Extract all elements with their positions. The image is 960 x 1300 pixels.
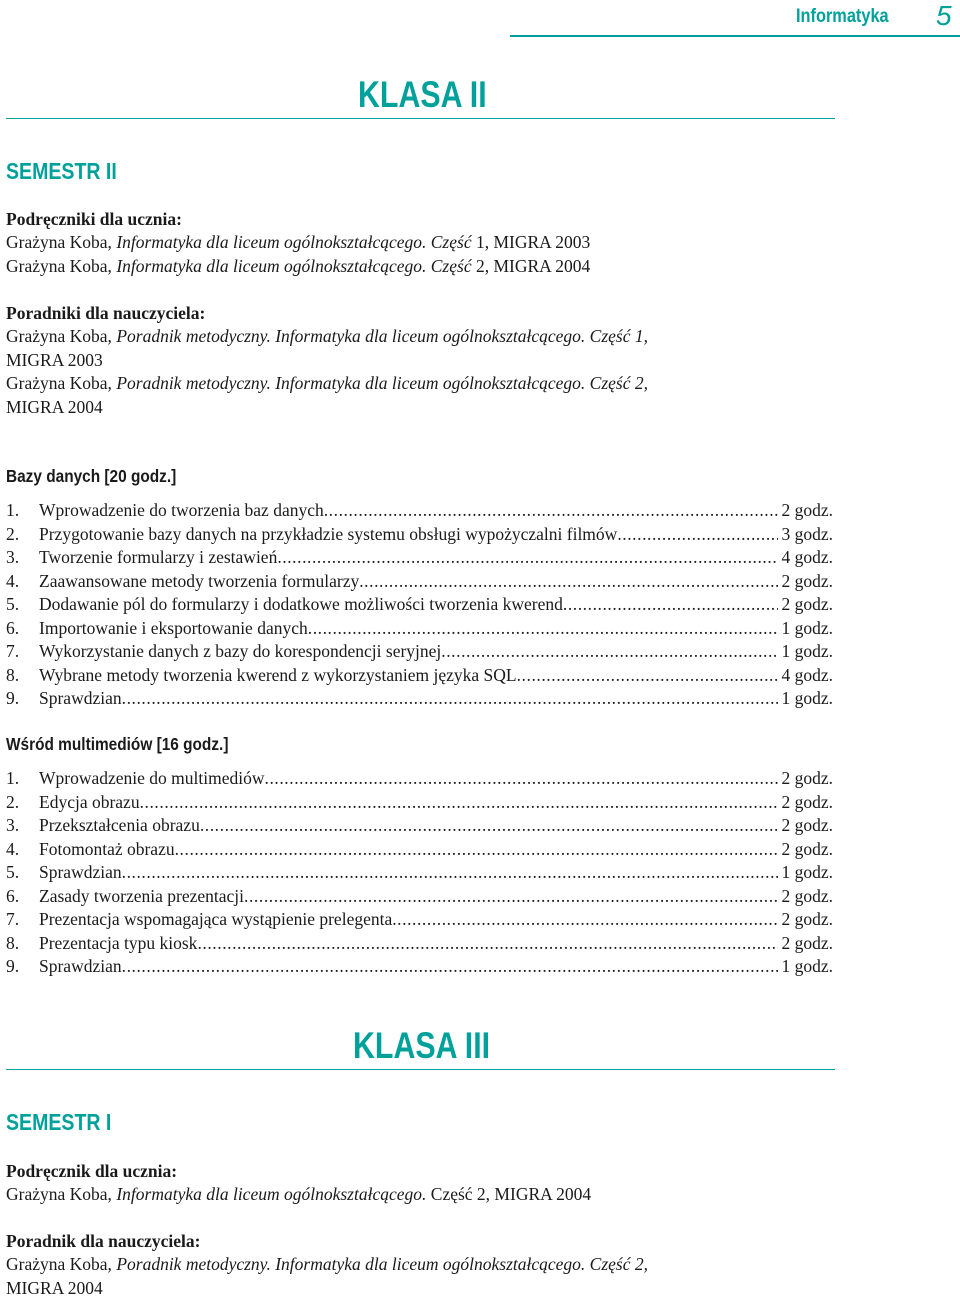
- toc-number: 7.: [6, 641, 20, 661]
- toc-text: Wprowadzenie do tworzenia baz danych: [39, 500, 324, 520]
- toc-number: 2.: [6, 523, 20, 544]
- class-heading-rule: [6, 1069, 835, 1070]
- toc-item: [6, 768, 833, 792]
- toc-number: 1.: [6, 500, 20, 520]
- toc-hours: 2 godz.: [781, 909, 833, 929]
- toc-list-databases: [6, 500, 833, 712]
- toc-leader: [441, 641, 778, 662]
- toc-text: Tworzenie formularzy i zestawień: [39, 547, 278, 567]
- book-author: Grażyna Koba,: [6, 326, 112, 347]
- section-heading-multimedia: Wśród multimediów [16 godz.]: [6, 734, 229, 754]
- toc-hours: 2 godz.: [781, 768, 833, 788]
- toc-hours: 1 godz.: [781, 641, 833, 661]
- toc-hours: 2 godz.: [781, 838, 833, 859]
- toc-number: 2.: [6, 791, 20, 812]
- toc-text: Sprawdzian: [39, 956, 122, 976]
- book-title: Informatyka dla liceum ogólnokształcącego. Część: [116, 232, 472, 253]
- student-book-label: Podręcznik dla ucznia:: [6, 1161, 178, 1181]
- student-books-label: Podręczniki dla ucznia:: [6, 209, 182, 229]
- toc-item: [6, 571, 833, 595]
- toc-number: 6.: [6, 617, 20, 638]
- toc-text: Dodawanie pól do formularzy i dodatkowe możliwości tworzenia kwerend: [39, 594, 563, 614]
- toc-leader: [563, 594, 779, 615]
- toc-leader: [359, 571, 778, 592]
- toc-hours: 2 godz.: [781, 815, 833, 835]
- toc-hours: 3 godz.: [781, 523, 833, 544]
- book-title: Poradnik metodyczny. Informatyka dla liceum ogólnokształcącego. Część: [116, 373, 631, 394]
- toc-item: [6, 500, 833, 524]
- toc-item: [6, 839, 833, 863]
- toc-leader: [197, 933, 778, 954]
- book-part: 2,: [634, 373, 649, 394]
- toc-item: [6, 688, 833, 712]
- toc-number: 8.: [6, 932, 20, 953]
- toc-item: [6, 665, 833, 689]
- student-book-block: [6, 1160, 746, 1207]
- book-title: Informatyka dla liceum ogólnokształcącego.: [116, 1184, 427, 1205]
- toc-number: 9.: [6, 956, 20, 976]
- toc-number: 5.: [6, 862, 20, 882]
- book-author: Grażyna Koba,: [6, 1254, 112, 1275]
- book-author: Grażyna Koba,: [6, 1184, 112, 1205]
- book-part: Część 2, MIGRA 2004: [430, 1184, 592, 1205]
- toc-item: [6, 524, 833, 548]
- toc-text: Prezentacja typu kiosk: [39, 932, 198, 953]
- teacher-books-block: [6, 302, 746, 419]
- toc-number: 7.: [6, 909, 20, 929]
- toc-hours: 2 godz.: [781, 570, 833, 591]
- page-number: 5: [936, 0, 952, 31]
- book-entry: [6, 372, 746, 395]
- book-part: 2, MIGRA 2004: [475, 255, 591, 276]
- toc-text: Przygotowanie bazy danych na przykładzie systemu obsługi wypożyczalni filmów: [39, 523, 618, 544]
- toc-number: 3.: [6, 815, 20, 835]
- toc-item: [6, 886, 833, 910]
- teacher-book-block: [6, 1230, 746, 1300]
- toc-item: [6, 956, 833, 980]
- toc-hours: 2 godz.: [781, 594, 833, 614]
- toc-text: Fotomontaż obrazu: [39, 838, 175, 859]
- teacher-books-label: Poradniki dla nauczyciela:: [6, 303, 206, 323]
- toc-item: [6, 792, 833, 816]
- book-publisher: MIGRA 2003: [6, 349, 103, 370]
- toc-text: Przekształcenia obrazu: [39, 815, 200, 835]
- toc-number: 1.: [6, 768, 20, 788]
- header-rule: [510, 35, 960, 37]
- toc-item: [6, 933, 833, 957]
- toc-text: Edycja obrazu: [39, 791, 140, 812]
- toc-leader: [122, 862, 779, 883]
- toc-text: Sprawdzian: [39, 862, 122, 882]
- book-author: Grażyna Koba,: [6, 232, 112, 253]
- toc-hours: 2 godz.: [781, 791, 833, 812]
- toc-text: Zasady tworzenia prezentacji: [39, 885, 245, 906]
- toc-number: 9.: [6, 688, 20, 708]
- toc-hours: 4 godz.: [781, 664, 833, 685]
- book-entry: [6, 1253, 746, 1276]
- toc-hours: 2 godz.: [781, 885, 833, 906]
- toc-text: Wykorzystanie danych z bazy do korespondencji seryjnej: [39, 641, 442, 661]
- book-part: 1, MIGRA 2003: [475, 232, 591, 253]
- toc-leader: [308, 618, 779, 639]
- toc-text: Prezentacja wspomagająca wystąpienie prelegenta: [39, 909, 393, 929]
- toc-leader: [122, 956, 779, 977]
- toc-number: 3.: [6, 547, 20, 567]
- toc-item: [6, 594, 833, 618]
- semester-heading: SEMESTR I: [6, 1109, 112, 1135]
- toc-number: 8.: [6, 664, 20, 685]
- toc-text: Importowanie i eksportowanie danych: [39, 617, 308, 638]
- toc-leader: [122, 688, 779, 709]
- toc-leader: [277, 547, 778, 568]
- book-author: Grażyna Koba,: [6, 373, 112, 394]
- toc-leader: [617, 524, 778, 545]
- teacher-book-label: Poradnik dla nauczyciela:: [6, 1231, 201, 1251]
- section-heading-databases: Bazy danych [20 godz.]: [6, 466, 177, 486]
- toc-item: [6, 641, 833, 665]
- class-heading-rule: [6, 118, 835, 119]
- book-title: Informatyka dla liceum ogólnokształcącego. Część: [116, 255, 472, 276]
- toc-item: [6, 862, 833, 886]
- book-publisher: MIGRA 2004: [6, 1277, 103, 1298]
- toc-leader: [244, 886, 778, 907]
- toc-hours: 4 godz.: [781, 547, 833, 567]
- toc-leader: [175, 839, 779, 860]
- toc-list-multimedia: [6, 768, 833, 980]
- toc-text: Zaawansowane metody tworzenia formularzy: [39, 570, 360, 591]
- toc-number: 4.: [6, 838, 20, 859]
- toc-leader: [517, 665, 779, 686]
- book-entry: [6, 1183, 746, 1206]
- toc-leader: [392, 909, 778, 930]
- book-publisher: MIGRA 2004: [6, 396, 103, 417]
- semester-heading: SEMESTR II: [6, 158, 117, 184]
- toc-text: Wybrane metody tworzenia kwerend z wykorzystaniem języka SQL: [39, 664, 517, 685]
- running-header-title: Informatyka: [796, 6, 889, 27]
- toc-hours: 1 godz.: [781, 956, 833, 976]
- toc-item: [6, 618, 833, 642]
- toc-item: [6, 909, 833, 933]
- toc-number: 5.: [6, 594, 20, 614]
- toc-hours: 1 godz.: [781, 617, 833, 638]
- book-entry: [6, 255, 746, 278]
- book-part: 1,: [634, 326, 649, 347]
- class-heading-klasa-2: KLASA II: [358, 74, 487, 115]
- toc-leader: [265, 768, 779, 789]
- toc-hours: 1 godz.: [781, 862, 833, 882]
- book-author: Grażyna Koba,: [6, 255, 112, 276]
- book-entry: [6, 231, 746, 254]
- toc-text: Wprowadzenie do multimediów: [39, 768, 265, 788]
- book-part: 2,: [634, 1254, 649, 1275]
- toc-number: 4.: [6, 570, 20, 591]
- book-title: Poradnik metodyczny. Informatyka dla liceum ogólnokształcącego. Część: [116, 326, 631, 347]
- class-heading-klasa-3: KLASA III: [353, 1025, 491, 1066]
- toc-leader: [140, 792, 779, 813]
- book-entry: [6, 325, 746, 348]
- toc-leader: [324, 500, 779, 521]
- toc-number: 6.: [6, 885, 20, 906]
- toc-hours: 2 godz.: [781, 932, 833, 953]
- toc-hours: 1 godz.: [781, 688, 833, 708]
- toc-item: [6, 815, 833, 839]
- toc-hours: 2 godz.: [781, 500, 833, 520]
- toc-item: [6, 547, 833, 571]
- toc-text: Sprawdzian: [39, 688, 122, 708]
- student-books-block: [6, 208, 746, 278]
- book-title: Poradnik metodyczny. Informatyka dla liceum ogólnokształcącego. Część: [116, 1254, 631, 1275]
- toc-leader: [200, 815, 779, 836]
